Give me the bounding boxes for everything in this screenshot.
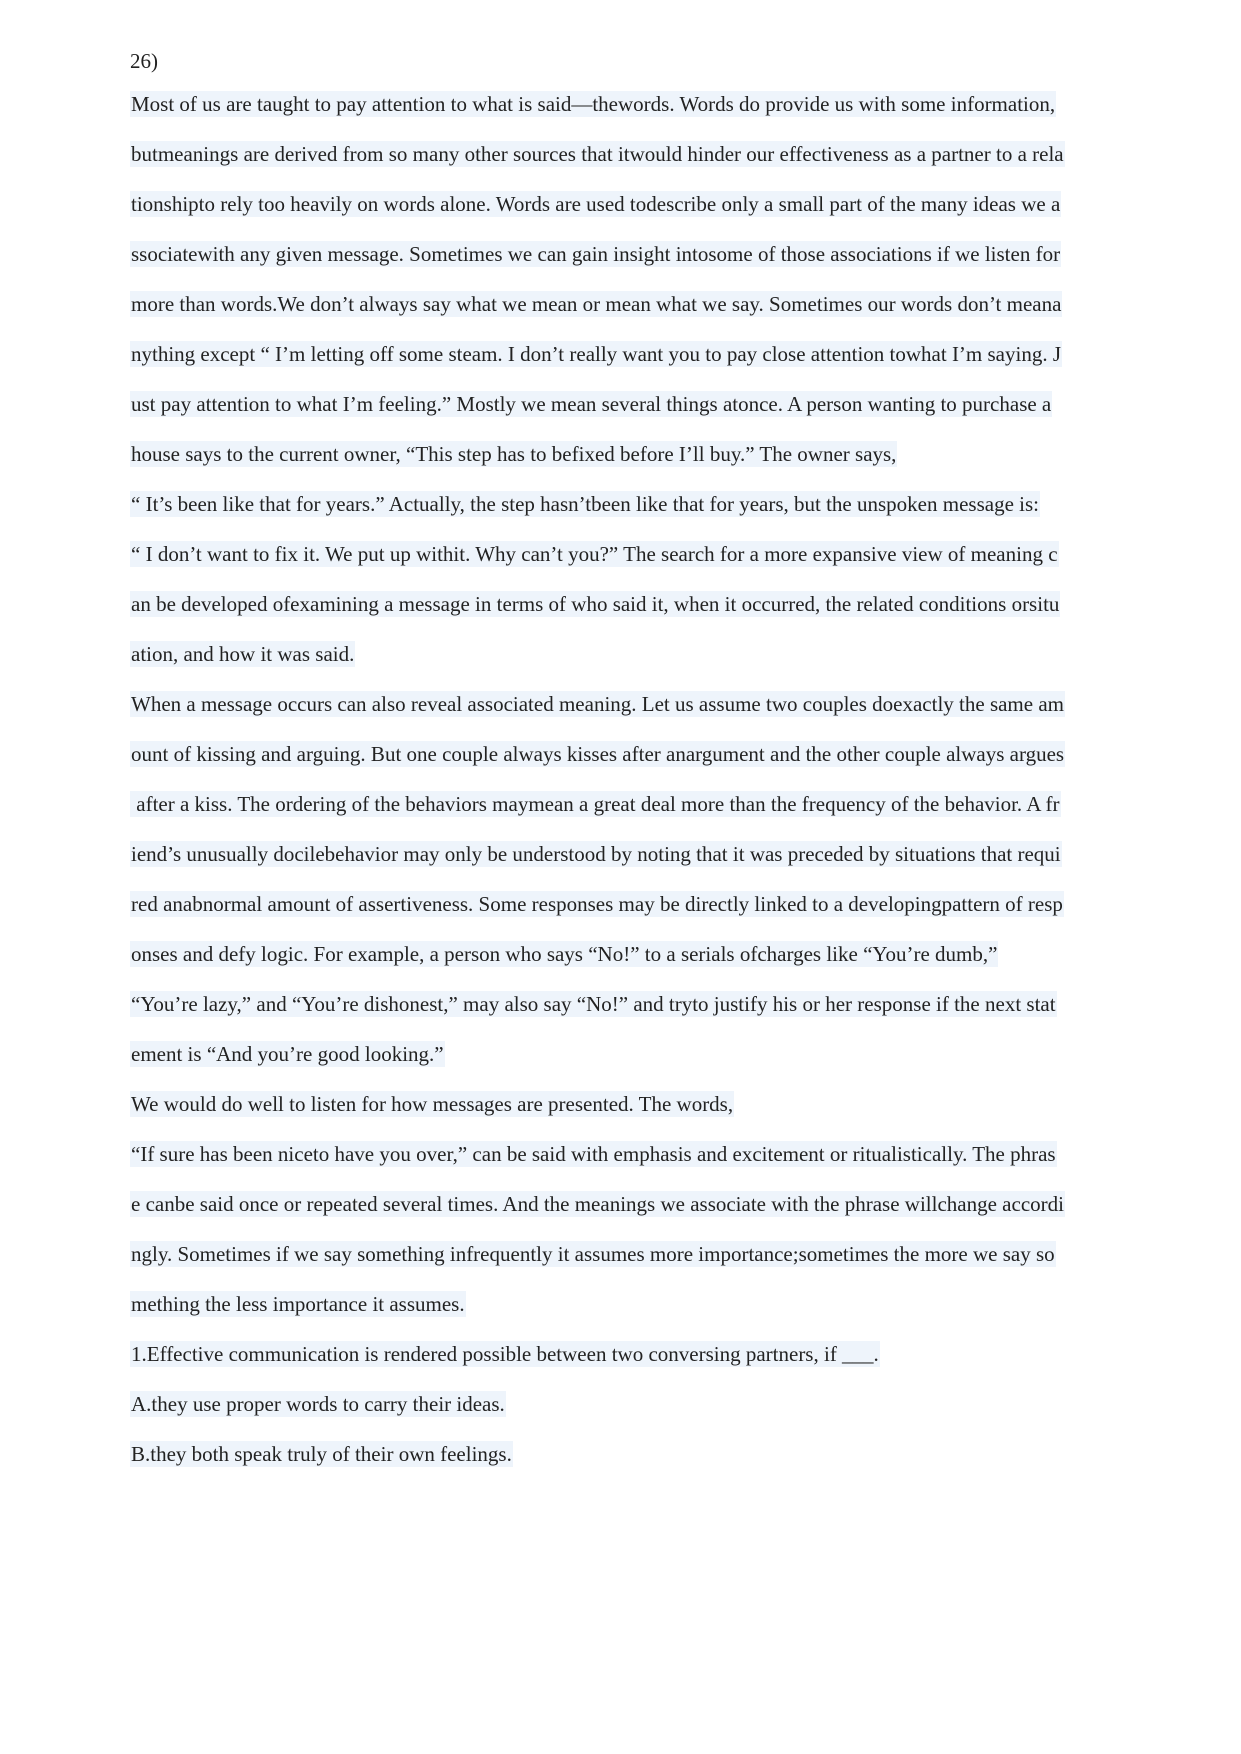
answer-option-b-text: B.they both speak truly of their own feelings. [131, 1442, 512, 1466]
text-line [130, 289, 1062, 319]
text-line-content: Most of us are taught to pay attention to what is said—thewords. Words do provide us with some information, [131, 92, 1056, 116]
text-line [130, 389, 1052, 419]
text-line-content: mething the less importance it assumes. [131, 1292, 465, 1316]
question-stem-text: 1.Effective communication is rendered possible between two conversing partners, if ___. [131, 1342, 879, 1366]
answer-option-a [130, 1389, 506, 1419]
text-line [130, 639, 355, 669]
text-line-content: ngly. Sometimes if we say something infrequently it assumes more importance;sometimes the more we say so [131, 1242, 1055, 1266]
text-line [130, 1289, 466, 1319]
text-line-content: tionshipto rely too heavily on words alone. Words are used todescribe only a small part of the many ideas we a [131, 192, 1061, 216]
text-line [130, 1189, 1065, 1219]
text-line-content: butmeanings are derived from so many other sources that itwould hinder our effectiveness as a partner to a rela [131, 142, 1064, 166]
text-line [130, 889, 1064, 919]
text-line [130, 239, 1061, 269]
text-line [130, 1239, 1056, 1269]
text-line-content: after a kiss. The ordering of the behaviors maymean a great deal more than the frequency of the behavior. A fr [131, 792, 1060, 816]
text-line-content: red anabnormal amount of assertiveness. Some responses may be directly linked to a developingpattern of resp [131, 892, 1063, 916]
text-line-content: “ It’s been like that for years.” Actually, the step hasn’tbeen like that for years, but the unspoken message is: [131, 492, 1039, 516]
text-line [130, 139, 1065, 169]
text-line [130, 489, 1040, 519]
text-line [130, 989, 1057, 1019]
text-line [130, 789, 1061, 819]
text-line-content: When a message occurs can also reveal associated meaning. Let us assume two couples doexactly the same am [131, 692, 1064, 716]
text-line [130, 939, 998, 969]
text-line-content: ssociatewith any given message. Sometimes we can gain insight intosome of those associations if we listen for [131, 242, 1061, 266]
text-line [130, 589, 1060, 619]
text-line-content: “If sure has been niceto have you over,” can be said with emphasis and excitement or ritualistically. The phras [131, 1142, 1056, 1166]
text-line [130, 689, 1065, 719]
text-line-content: ement is “And you’re good looking.” [131, 1042, 444, 1066]
question-number: 26) [130, 49, 158, 73]
text-line [130, 339, 1062, 369]
text-line-content: ust pay attention to what I’m feeling.” Mostly we mean several things atonce. A person wanting to purchase a [131, 392, 1052, 416]
text-line-content: onses and defy logic. For example, a person who says “No!” to a serials ofcharges like “You’re dumb,” [131, 942, 998, 966]
text-line [130, 1089, 734, 1119]
text-line [130, 189, 1061, 219]
text-line-content: “ I don’t want to fix it. We put up withit. Why can’t you?” The search for a more expansive view of meaning c [131, 542, 1058, 566]
text-line-content: “You’re lazy,” and “You’re dishonest,” may also say “No!” and tryto justify his or her response if the next stat [131, 992, 1056, 1016]
text-line [130, 89, 1056, 119]
text-line [130, 839, 1062, 869]
text-line-content: We would do well to listen for how messages are presented. The words, [131, 1092, 734, 1116]
text-line-content: iend’s unusually docilebehavior may only be understood by noting that it was preceded by situations that requi [131, 842, 1061, 866]
question-stem [130, 1339, 880, 1369]
text-line-content: an be developed ofexamining a message in terms of who said it, when it occurred, the related conditions orsitu [131, 592, 1060, 616]
text-line [130, 1039, 445, 1069]
text-line-content: e canbe said once or repeated several times. And the meanings we associate with the phrase willchange accordi [131, 1192, 1064, 1216]
text-line [130, 539, 1059, 569]
text-line-content: more than words.We don’t always say what we mean or mean what we say. Sometimes our words don’t meana [131, 292, 1062, 316]
text-line-content: ation, and how it was said. [131, 642, 355, 666]
text-line-content: house says to the current owner, “This step has to befixed before I’ll buy.” The owner says, [131, 442, 897, 466]
text-line [130, 1139, 1057, 1169]
text-line-content: nything except “ I’m letting off some steam. I don’t really want you to pay close attention towhat I’m saying. J [131, 342, 1062, 366]
answer-option-a-text: A.they use proper words to carry their ideas. [131, 1392, 505, 1416]
text-line [130, 439, 897, 469]
text-line-content: ount of kissing and arguing. But one couple always kisses after anargument and the other couple always argues [131, 742, 1065, 766]
answer-option-b [130, 1439, 513, 1469]
text-line [130, 739, 1065, 769]
